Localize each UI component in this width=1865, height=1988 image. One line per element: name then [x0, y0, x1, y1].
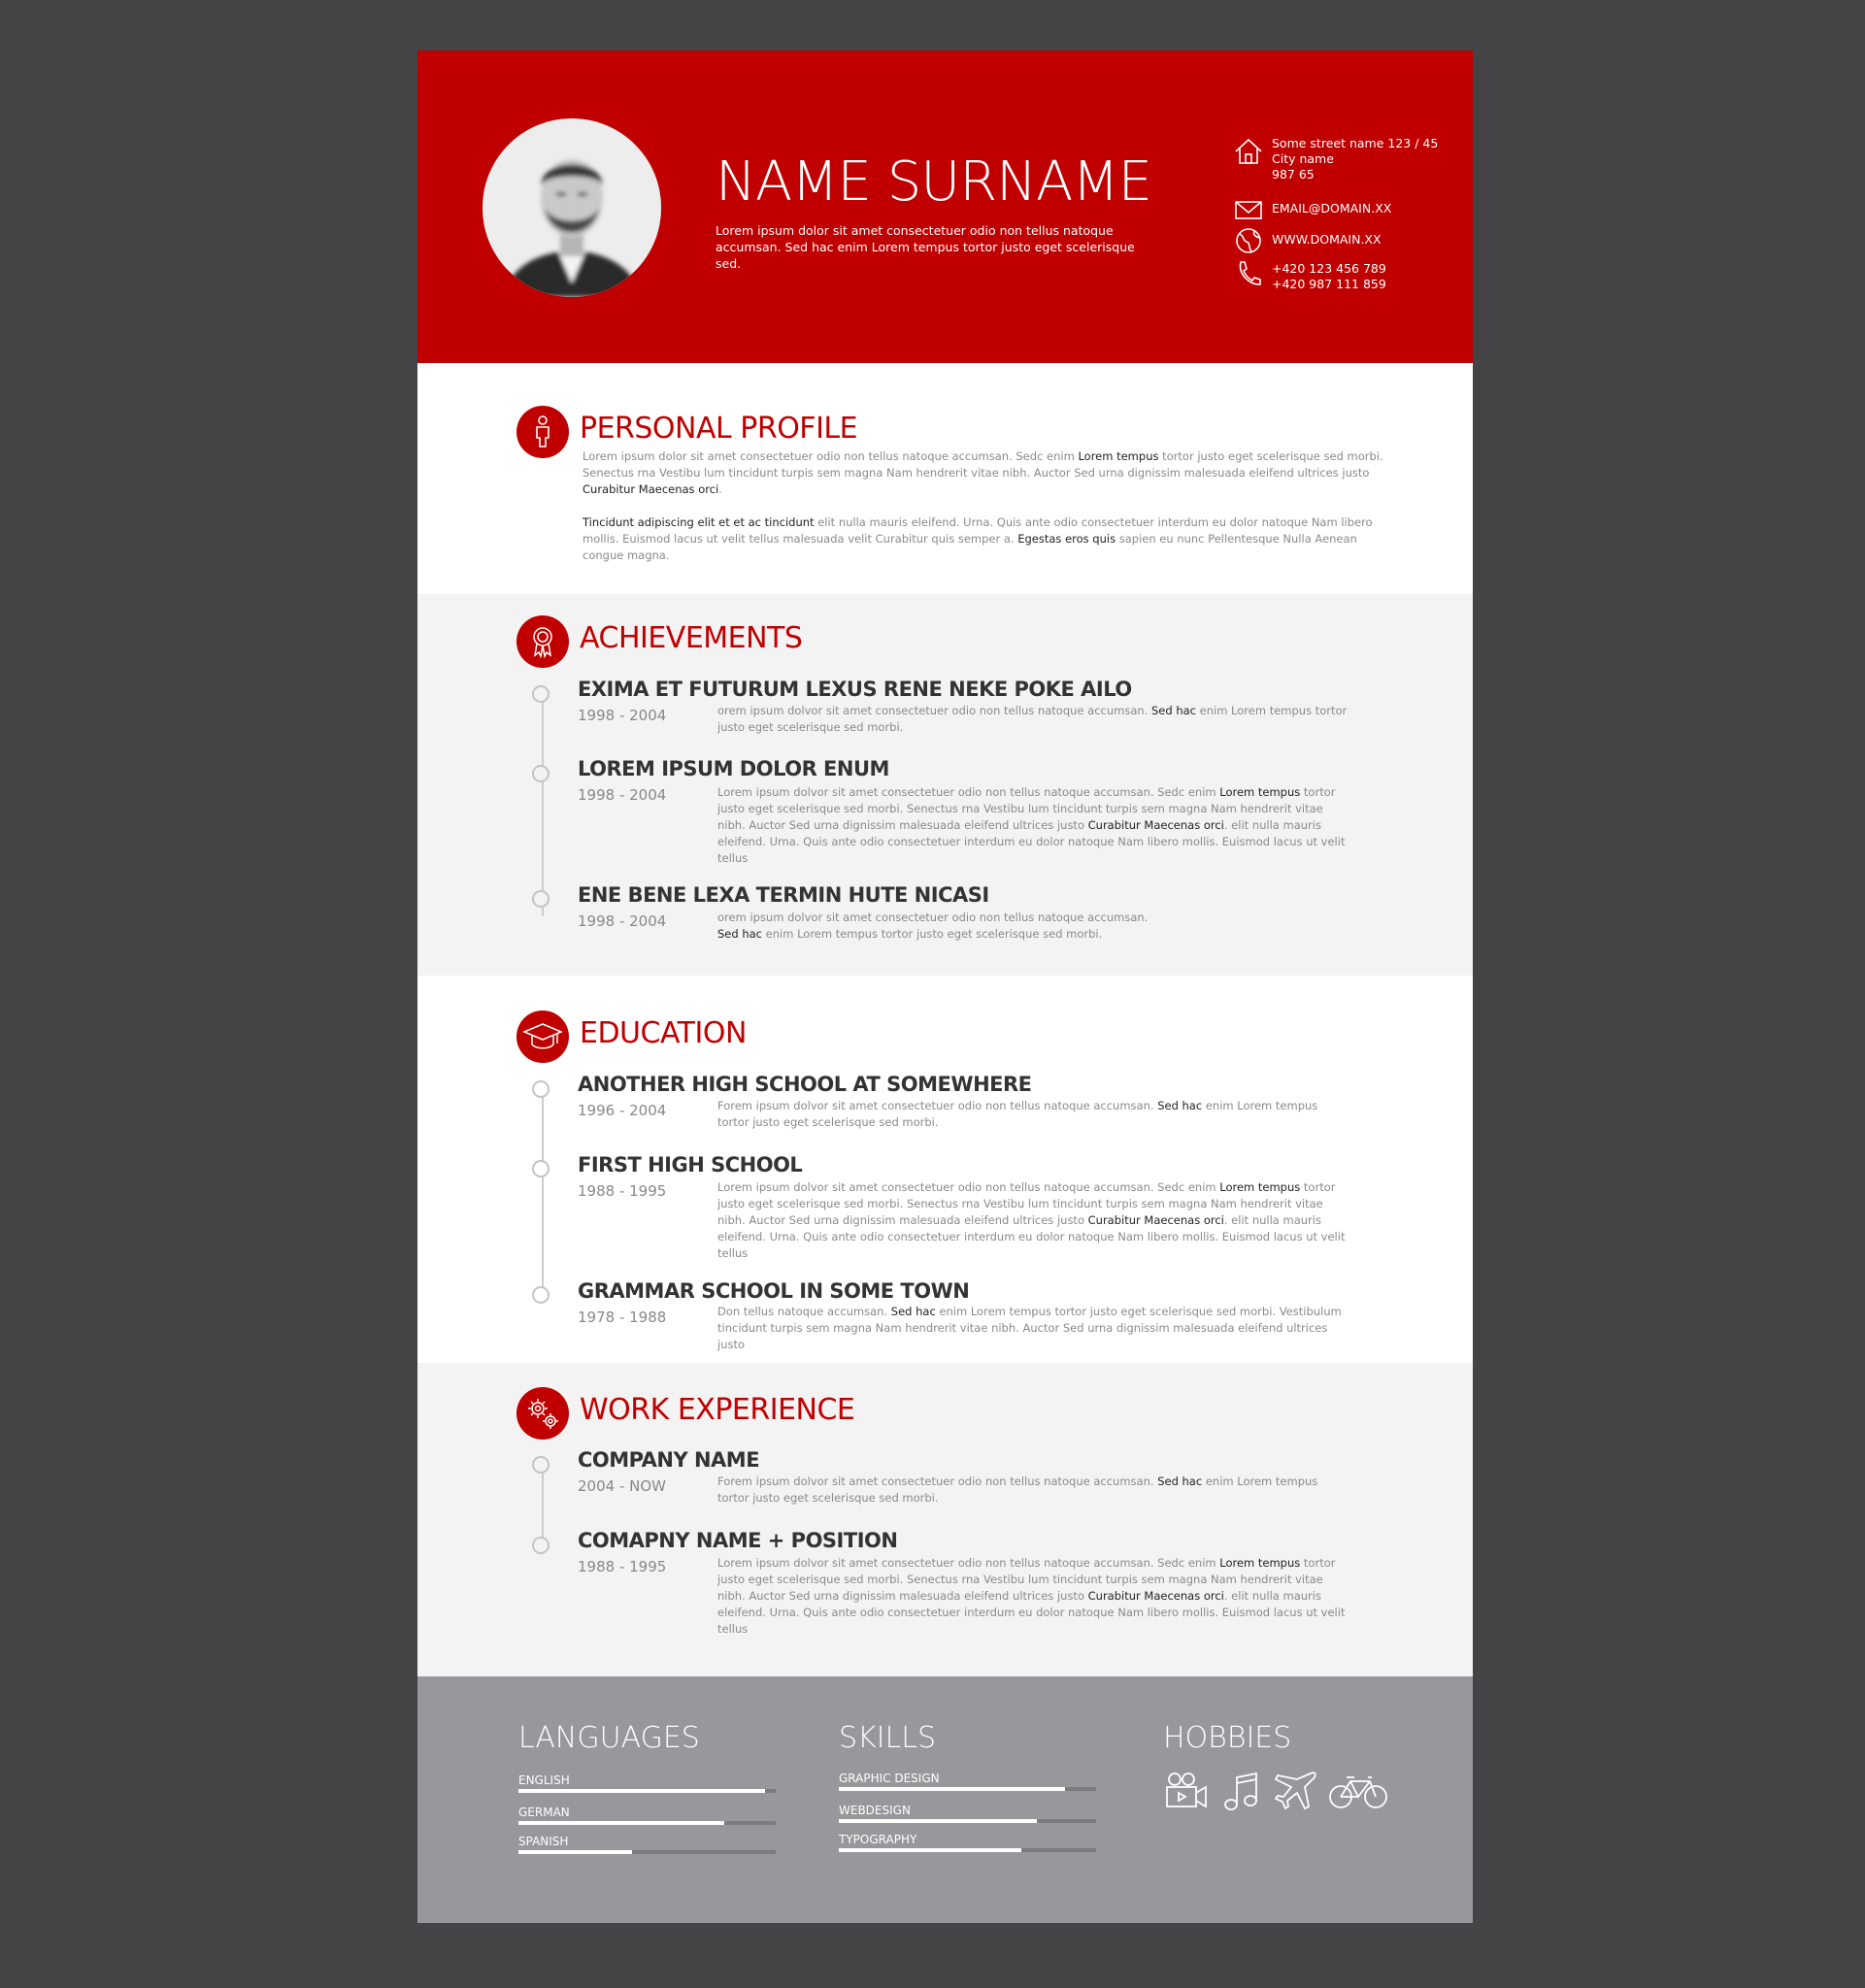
entry-date: 1998 - 2004: [578, 707, 667, 724]
phone-icon: [1233, 258, 1264, 289]
footer: [417, 1676, 1473, 1923]
entry-description: Lorem ipsum dolvor sit amet consectetuer odio non tellus natoque accumsan. Sedc enim Lorem tempus tortor justo eget scelerisque sed morbi. Senectus rna Vestibu lum tincidunt turpis sem magna Nam hendrerit vitae nibh. Auctor Sed urna dignissim malesuada eleifend ultrices justo Curabitur Maecenas orci. elit nulla mauris eleifend. Urna. Quis ante odio consectetuer interdum eu dolor natoque Nam libero mollis. Euismod lacus ut velit tellus: [717, 1556, 1346, 1636]
skill-bar: [839, 1848, 1096, 1852]
section-education: [417, 976, 1473, 1363]
profile-paragraph-2: Tincidunt adipiscing elit et et ac tincidunt elit nulla mauris eleifend. Urna. Quis ante odio consectetuer interdum eu dolor natoque Nam libero mollis. Euismod lacus ut velit tellus malesuada velit Curabitur quis semper a. Egestas eros quis sapien eu nunc Pellentesque Nulla Aenean congue magna.: [583, 515, 1373, 562]
language-bar: [518, 1789, 776, 1793]
entry-title: EXIMA ET FUTURUM LEXUS RENE NEKE POKE AILO: [578, 678, 1132, 701]
email-text[interactable]: EMAIL@DOMAIN.XX: [1272, 201, 1392, 215]
entry-description: orem ipsum dolvor sit amet consectetuer odio non tellus natoque accumsan. Sed hac enim Lorem tempus tortor justo eget scelerisque sed morbi.: [717, 911, 1149, 941]
music-note-icon: [1219, 1768, 1268, 1814]
hobbies-title: HOBBIES: [1163, 1721, 1292, 1755]
timeline-dot: [532, 765, 550, 782]
section-achievements: [417, 594, 1473, 976]
entry-title: GRAMMAR SCHOOL IN SOME TOWN: [578, 1279, 970, 1303]
timeline-dot: [532, 1537, 550, 1554]
entry-date: 1988 - 1995: [578, 1558, 667, 1575]
timeline-line: [542, 695, 544, 916]
entry-title: LOREM IPSUM DOLOR ENUM: [578, 757, 889, 780]
entry-description: Forem ipsum dolvor sit amet consectetuer odio non tellus natoque accumsan. Sed hac enim Lorem tempus tortor justo eget scelerisque sed morbi.: [717, 1474, 1318, 1505]
timeline-dot: [532, 685, 550, 703]
bicycle-icon: [1327, 1768, 1389, 1814]
skill-bar-fill: [839, 1848, 1021, 1852]
entry-description: Don tellus natoque accumsan. Sed hac enim Lorem tempus tortor justo eget scelerisque sed morbi. Vestibulum tincidunt turpis sem magna Nam hendrerit vitae nibh. Auctor Sed urna dignissim malesuada eleifend ultrices justo: [717, 1305, 1342, 1351]
person-icon: [516, 406, 569, 458]
graduation-cap-icon: [516, 1011, 569, 1063]
skill-label: GRAPHIC DESIGN: [839, 1772, 940, 1785]
skill-bar-fill: [839, 1787, 1065, 1791]
language-label: GERMAN: [518, 1806, 570, 1819]
award-ribbon-icon: [516, 615, 569, 668]
timeline-line: [542, 1090, 544, 1302]
entry-description: Lorem ipsum dolvor sit amet consectetuer odio non tellus natoque accumsan. Sedc enim Lorem tempus tortor justo eget scelerisque sed morbi. Senectus rna Vestibu lum tincidunt turpis sem magna Nam hendrerit vitae nibh. Auctor Sed urna dignissim malesuada eleifend ultrices justo Curabitur Maecenas orci. elit nulla mauris eleifend. Urna. Quis ante odio consectetuer interdum eu dolor natoque Nam libero mollis. Euismod lacus ut velit tellus: [717, 1180, 1346, 1260]
language-bar-fill: [518, 1821, 724, 1825]
airplane-icon: [1272, 1768, 1320, 1814]
header: [417, 50, 1473, 363]
resume-page: [417, 50, 1473, 1923]
entry-description: Lorem ipsum dolvor sit amet consectetuer odio non tellus natoque accumsan. Sedc enim Lorem tempus tortor justo eget scelerisque sed morbi. Senectus rna Vestibu lum tincidunt turpis sem magna Nam hendrerit vitae nibh. Auctor Sed urna dignissim malesuada eleifend ultrices justo Curabitur Maecenas orci. elit nulla mauris eleifend. Urna. Quis ante odio consectetuer interdum eu dolor natoque Nam libero mollis. Euismod lacus ut velit tellus: [717, 785, 1346, 865]
globe-icon: [1233, 225, 1264, 256]
section-title: ACHIEVEMENTS: [580, 621, 803, 655]
timeline-dot: [532, 1456, 550, 1474]
gears-icon: [516, 1387, 569, 1440]
entry-title: ENE BENE LEXA TERMIN HUTE NICASI: [578, 883, 989, 907]
language-bar: [518, 1821, 776, 1825]
entry-date: 1978 - 1988: [578, 1309, 667, 1326]
timeline-dot: [532, 1080, 550, 1098]
skill-bar: [839, 1787, 1096, 1791]
section-title: PERSONAL PROFILE: [580, 412, 858, 446]
skill-label: WEBDESIGN: [839, 1804, 911, 1817]
language-bar-fill: [518, 1850, 632, 1854]
skill-label: TYPOGRAPHY: [839, 1833, 917, 1846]
timeline-dot: [532, 890, 550, 908]
full-name: NAME SURNAME: [716, 150, 1152, 214]
entry-title: COMAPNY NAME + POSITION: [578, 1529, 898, 1552]
timeline-dot: [532, 1160, 550, 1177]
entry-date: 1998 - 2004: [578, 912, 667, 930]
video-camera-icon: [1163, 1768, 1212, 1814]
profile-paragraph-1: Lorem ipsum dolor sit amet consectetuer odio non tellus natoque accumsan. Sedc enim Lorem tempus tortor justo eget scelerisque sed morbi. Senectus rna Vestibu lum tincidunt turpis sem magna Nam hendrerit vitae nibh. Auctor Sed urna dignissim malesuada eleifend ultrices justo Curabitur Maecenas orci.: [583, 449, 1383, 496]
skill-bar: [839, 1819, 1096, 1823]
entry-description: Forem ipsum dolvor sit amet consectetuer odio non tellus natoque accumsan. Sed hac enim Lorem tempus tortor justo eget scelerisque sed morbi.: [717, 1099, 1318, 1129]
entry-title: COMPANY NAME: [578, 1448, 760, 1472]
entry-title: ANOTHER HIGH SCHOOL AT SOMEWHERE: [578, 1073, 1032, 1096]
entry-title: FIRST HIGH SCHOOL: [578, 1153, 803, 1176]
tagline: Lorem ipsum dolor sit amet consectetuer odio non tellus natoque accumsan. Sed hac enim Lorem tempus tortor justo eget scelerisque sed.: [716, 223, 1135, 271]
language-bar: [518, 1850, 776, 1854]
phone-text: +420 123 456 789 +420 987 111 859: [1272, 261, 1386, 291]
envelope-icon: [1233, 194, 1264, 225]
language-label: SPANISH: [518, 1835, 569, 1848]
section-personal-profile: [417, 363, 1473, 594]
language-bar-fill: [518, 1789, 765, 1793]
language-label: ENGLISH: [518, 1773, 570, 1787]
languages-title: LANGUAGES: [518, 1721, 700, 1755]
web-text[interactable]: WWW.DOMAIN.XX: [1272, 232, 1382, 247]
entry-description: orem ipsum dolvor sit amet consectetuer odio non tellus natoque accumsan. Sed hac enim Lorem tempus tortor justo eget scelerisque sed morbi.: [717, 704, 1348, 734]
avatar: [483, 118, 661, 297]
section-title: WORK EXPERIENCE: [580, 1393, 855, 1427]
address-text: Some street name 123 / 45 City name 987 65: [1272, 136, 1439, 182]
section-title: EDUCATION: [580, 1016, 747, 1050]
section-work-experience: [417, 1363, 1473, 1676]
entry-date: 1998 - 2004: [578, 786, 667, 804]
entry-date: 1996 - 2004: [578, 1102, 667, 1119]
home-icon: [1233, 136, 1264, 167]
entry-date: 1988 - 1995: [578, 1182, 667, 1200]
skills-title: SKILLS: [839, 1721, 937, 1755]
timeline-dot: [532, 1286, 550, 1304]
skill-bar-fill: [839, 1819, 1037, 1823]
entry-date: 2004 - NOW: [578, 1477, 666, 1495]
